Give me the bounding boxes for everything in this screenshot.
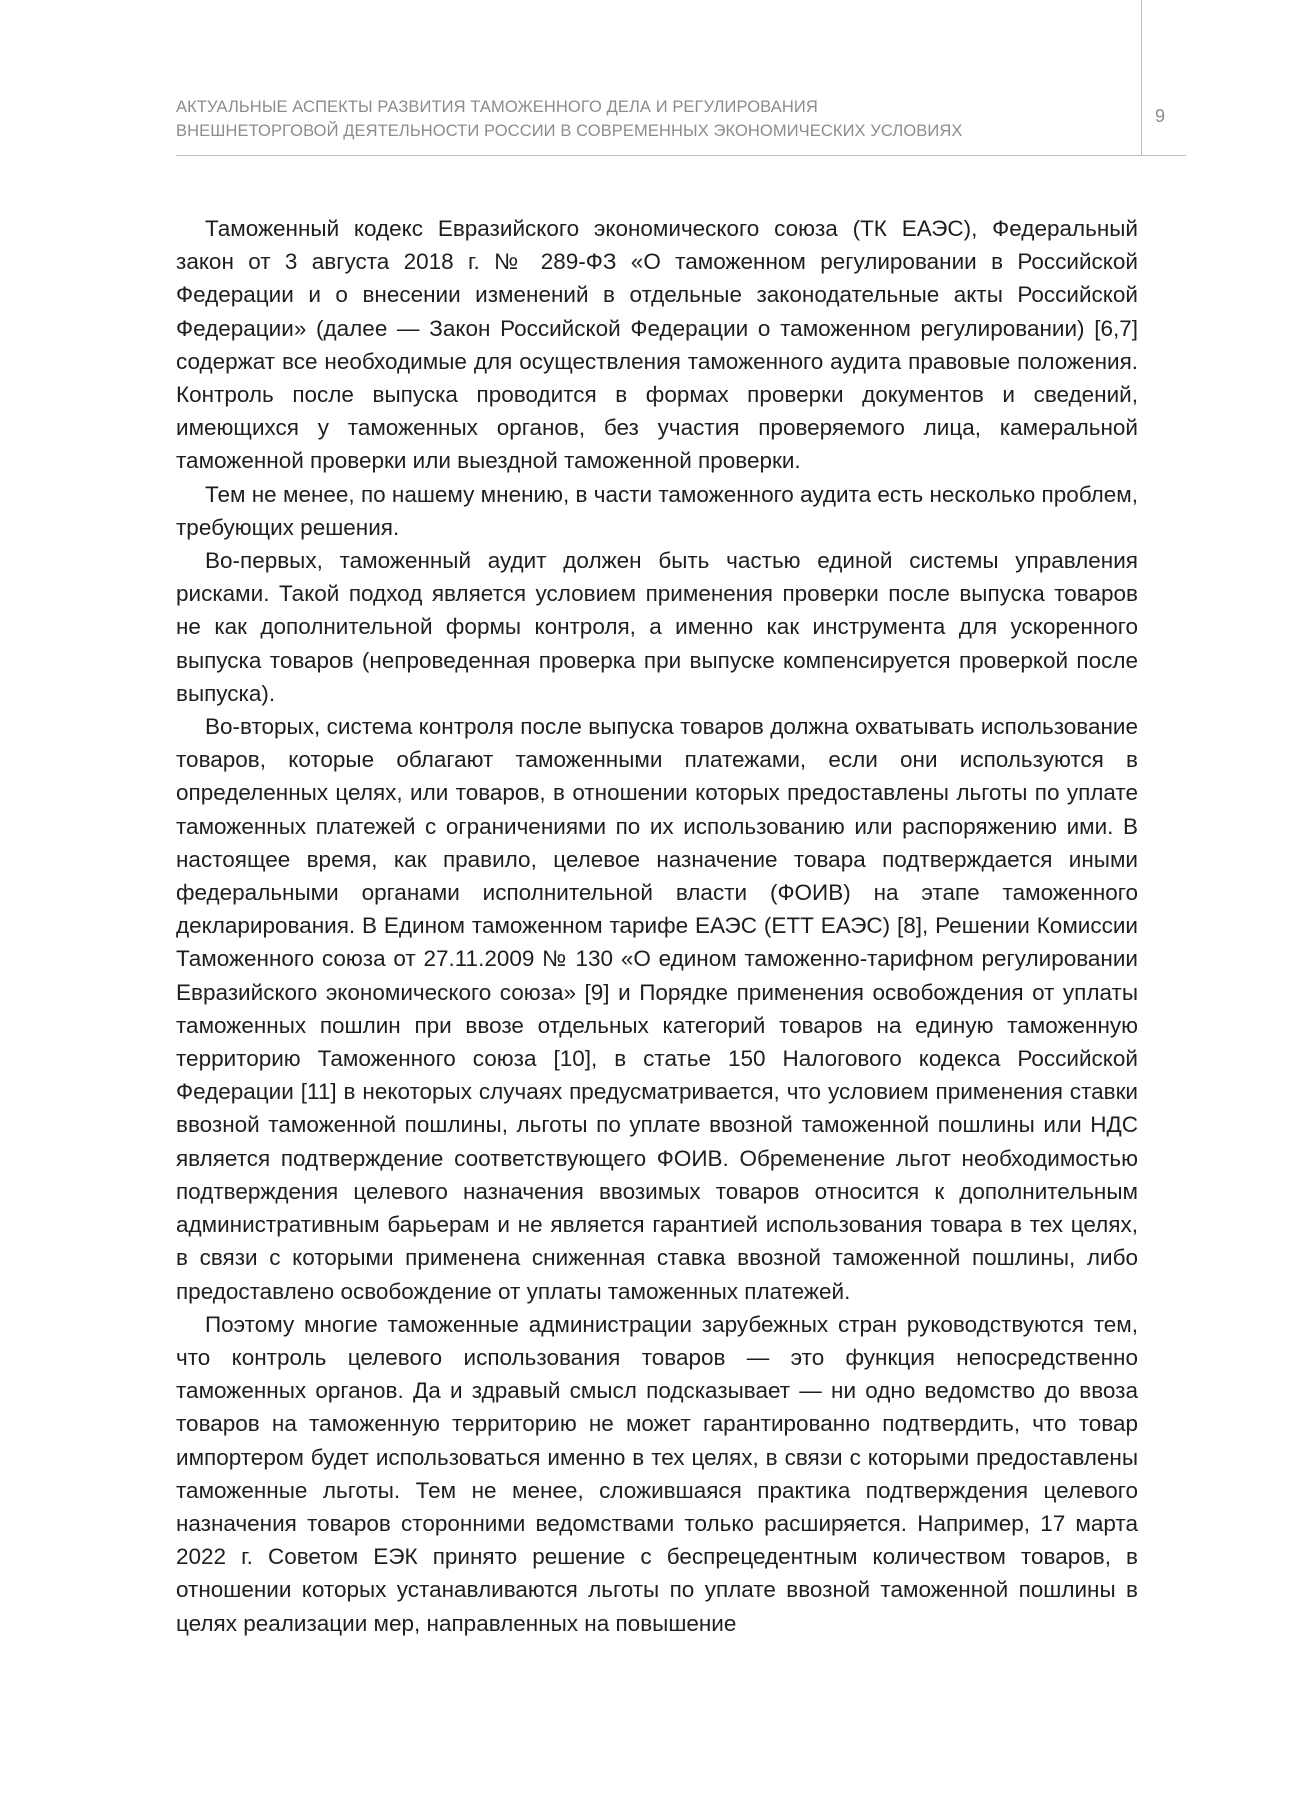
paragraph: Во-первых, таможенный аудит должен быть частью единой системы управления рисками. Такой подход является условием применения проверки после выпуска товаров не как дополнительной формы контроля, а именно как инструмента для ускоренного выпуска товаров (непроведенная проверка при выпуске компенсируется проверкой после выпуска). <box>176 548 1138 706</box>
running-header <box>176 95 1136 143</box>
page-number: 9 <box>1155 106 1166 126</box>
paragraph: Таможенный кодекс Евразийского экономического союза (ТК ЕАЭС), Федеральный закон от 3 августа 2018 г. № 289-ФЗ «О таможенном регулировании в Российской Федерации и о внесении изменений в отдельные законодательные акты Российской Федерации» (далее — Закон Российской Федерации о таможенном регулировании) [6,7] содержат все необходимые для осуществления таможенного аудита правовые положения. Контроль после выпуска проводится в формах проверки документов и сведений, имеющихся у таможенных органов, без участия проверяемого лица, камеральной таможенной проверки или выездной таможенной проверки. <box>176 216 1138 474</box>
header-vertical-rule <box>1141 0 1142 156</box>
paragraph: Тем не менее, по нашему мнению, в части таможенного аудита есть несколько проблем, требующих решения. <box>176 481 1138 540</box>
running-header-line-2: ВНЕШНЕТОРГОВОЙ ДЕЯТЕЛЬНОСТИ РОССИИ В СОВРЕМЕННЫХ ЭКОНОМИЧЕСКИХ УСЛОВИЯХ <box>176 122 963 140</box>
paragraph: Поэтому многие таможенные администрации зарубежных стран руководствуются тем, что контроль целевого использования товаров — это функция непосредственно таможенных органов. Да и здравый смысл подсказывает — ни одно ведомство до ввоза товаров на таможенную территорию не может гарантированно подтвердить, что товар импортером будет использоваться именно в тех целях, в связи с которыми предоставлены таможенные льготы. Тем не менее, сложившаяся практика подтверждения целевого назначения товаров сторонними ведомствами только расширяется. Например, 17 марта 2022 г. Советом ЕЭК принято решение с беспрецедентным количеством товаров, в отношении которых устанавливаются льготы по уплате ввозной таможенной пошлины в целях реализации мер, направленных на повышение <box>176 1311 1138 1636</box>
body-text <box>176 212 1138 1640</box>
running-header-line-1: АКТУАЛЬНЫЕ АСПЕКТЫ РАЗВИТИЯ ТАМОЖЕННОГО ДЕЛА И РЕГУЛИРОВАНИЯ <box>176 98 818 116</box>
paragraph: Во-вторых, система контроля после выпуска товаров должна охватывать использование товаров, которые облагают таможенными платежами, если они используются в определенных целях, или товаров, в отношении которых предоставлены льготы по уплате таможенных платежей с ограничениями по их использованию или распоряжению ими. В настоящее время, как правило, целевое назначение товара подтверждается иными федеральными органами исполнительной власти (ФОИВ) на этапе таможенного декларирования. В Едином таможенном тарифе ЕАЭС (ЕТТ ЕАЭС) [8], Решении Комиссии Таможенного союза от 27.11.2009 № 130 «О едином таможенно-тарифном регулировании Евразийского экономического союза» [9] и Порядке применения освобождения от уплаты таможенных пошлин при ввозе отдельных категорий товаров на единую таможенную территорию Таможенного союза [10], в статье 150 Налогового кодекса Российской Федерации [11] в некоторых случаях предусматривается, что условием применения ставки ввозной таможенной пошлины, льготы по уплате ввозной таможенной пошлины или НДС является подтверждение соответствующего ФОИВ. Обременение льгот необходимостью подтверждения целевого назначения ввозимых товаров относится к дополнительным административным барьерам и не является гарантией использования товара в тех целях, в связи с которыми применена сниженная ставка ввозной таможенной пошлины, либо предоставлено освобождение от уплаты таможенных платежей. <box>176 714 1138 1304</box>
header-horizontal-rule <box>176 155 1186 156</box>
